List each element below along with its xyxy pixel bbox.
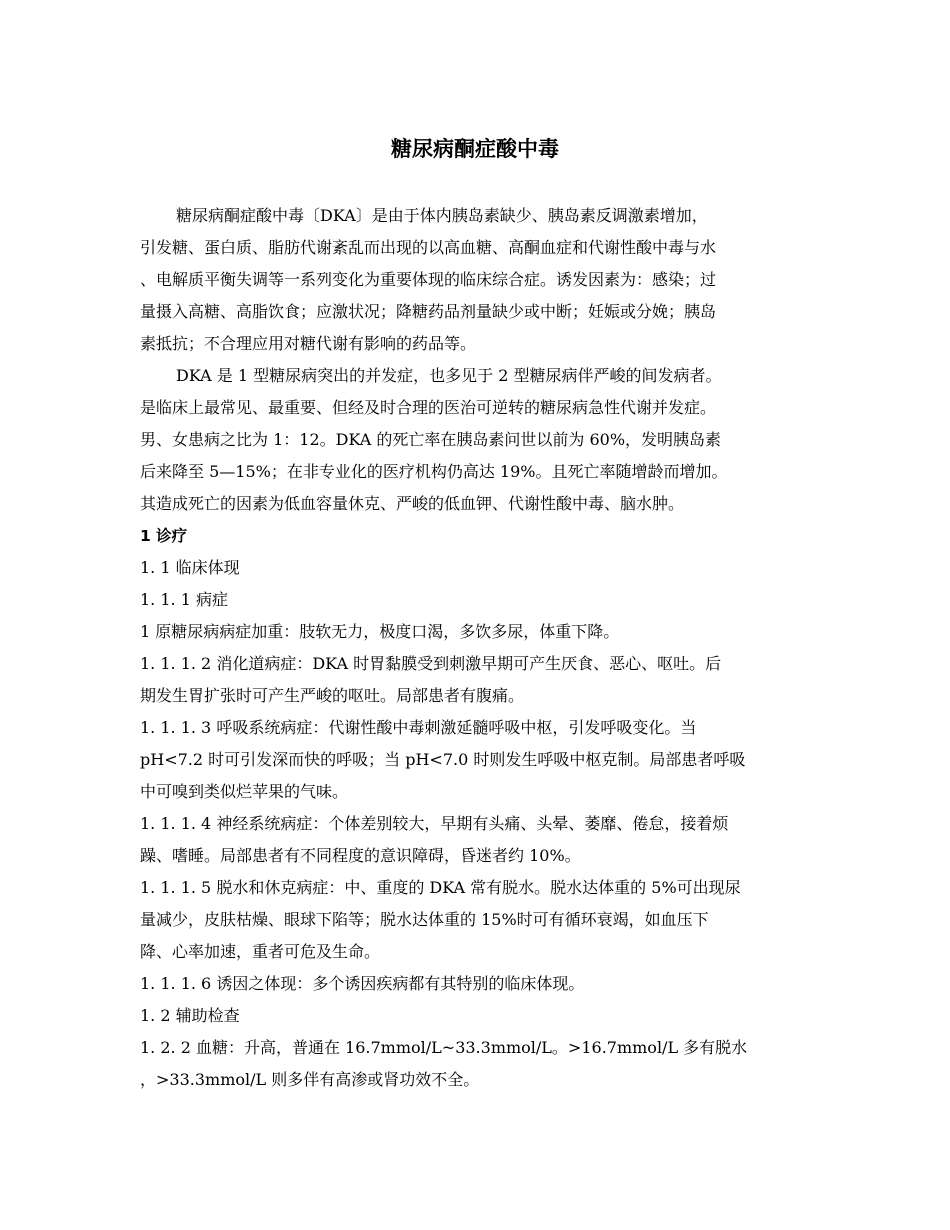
text-line: 降、心率加速，重者可危及生命。 (140, 942, 381, 961)
text-line: ，>33.3mmol/L 则多伴有高渗或肾功效不全。 (140, 1070, 480, 1089)
text-line: 1. 1. 1. 3 呼吸系统病症：代谢性酸中毒刺激延髓呼吸中枢，引发呼吸变化。当 (140, 718, 697, 737)
list-item-symptom-4 (140, 808, 815, 872)
text-line: 中可嗅到类似烂苹果的气味。 (140, 782, 349, 801)
document-body (140, 200, 815, 1096)
paragraph-introduction (140, 200, 815, 360)
text-line: 1. 2. 2 血糖：升高，普通在 16.7mmol/L~33.3mmol/L。>16.7mmol/L 多有脱水 (140, 1038, 748, 1057)
text-line: DKA 是 1 型糖尿病突出的并发症，也多见于 2 型糖尿病伴严峻的间发病者。 (176, 366, 722, 385)
text-line: 后来降至 5—15%；在非专业化的医疗机构仍高达 19%。且死亡率随增龄而增加。 (140, 462, 728, 481)
text-line: 1. 1. 1. 2 消化道病症：DKA 时胃黏膜受到刺激早期可产生厌食、恶心、呕吐。后 (140, 654, 722, 673)
text-line: 期发生胃扩张时可产生严峻的呕吐。局部患者有腹痛。 (140, 686, 525, 705)
text-line: 1. 1. 1. 5 脱水和休克病症：中、重度的 DKA 常有脱水。脱水达体重的 5%可出现尿 (140, 878, 741, 897)
list-item-symptom-1: 1 原糖尿病病症加重：肢软无力，极度口渴，多饮多尿，体重下降。 (140, 622, 620, 641)
text-line: 量减少，皮肤枯燥、眼球下陷等；脱水达体重的 15%时可有循环衰竭，如血压下 (140, 910, 709, 929)
section-heading-diagnosis: 1 诊疗 (140, 527, 188, 545)
section-heading-symptoms: 1. 1. 1 病症 (140, 590, 228, 609)
list-item-symptom-5 (140, 872, 815, 968)
text-line: pH<7.2 时可引发深而快的呼吸；当 pH<7.0 时则发生呼吸中枢克制。局部患者呼吸 (140, 750, 746, 769)
paragraph-epidemiology (140, 360, 815, 520)
text-line: 量摄入高糖、高脂饮食；应激状况；降糖药品剂量缺少或中断；妊娠或分娩；胰岛 (140, 302, 717, 321)
list-item-symptom-2 (140, 648, 815, 712)
text-line: 、电解质平衡失调等一系列变化为重要体现的临床综合症。诱发因素为：感染；过 (140, 270, 717, 289)
text-line: 是临床上最常见、最重要、但经及时合理的医治可逆转的糖尿病急性代谢并发症。 (140, 398, 717, 417)
text-line: 男、女患病之比为 1：12。DKA 的死亡率在胰岛素问世以前为 60%，发明胰岛素 (140, 430, 722, 449)
document-title: 糖尿病酮症酸中毒 (391, 137, 559, 161)
text-line: 1. 1. 1. 4 神经系统病症：个体差别较大，早期有头痛、头晕、萎靡、倦怠，接着烦 (140, 814, 729, 833)
list-item-symptom-6: 1. 1. 1. 6 诱因之体现：多个诱因疾病都有其特别的临床体现。 (140, 974, 585, 993)
list-item-symptom-3 (140, 712, 815, 808)
text-line: 糖尿病酮症酸中毒〔DKA〕是由于体内胰岛素缺少、胰岛素反调激素增加， (176, 206, 708, 225)
text-line: 素抵抗；不合理应用对糖代谢有影响的药品等。 (140, 334, 477, 353)
list-item-blood-glucose (140, 1032, 815, 1096)
text-line: 其造成死亡的因素为低血容量休克、严峻的低血钾、代谢性酸中毒、脑水肿。 (140, 494, 685, 513)
text-line: 引发糖、蛋白质、脂肪代谢紊乱而出现的以高血糖、高酮血症和代谢性酸中毒与水 (140, 238, 717, 257)
section-heading-auxiliary-exam: 1. 2 辅助检查 (140, 1006, 240, 1025)
text-line: 躁、嗜睡。局部患者有不同程度的意识障碍，昏迷者约 10%。 (140, 846, 581, 865)
section-heading-clinical: 1. 1 临床体现 (140, 558, 240, 577)
